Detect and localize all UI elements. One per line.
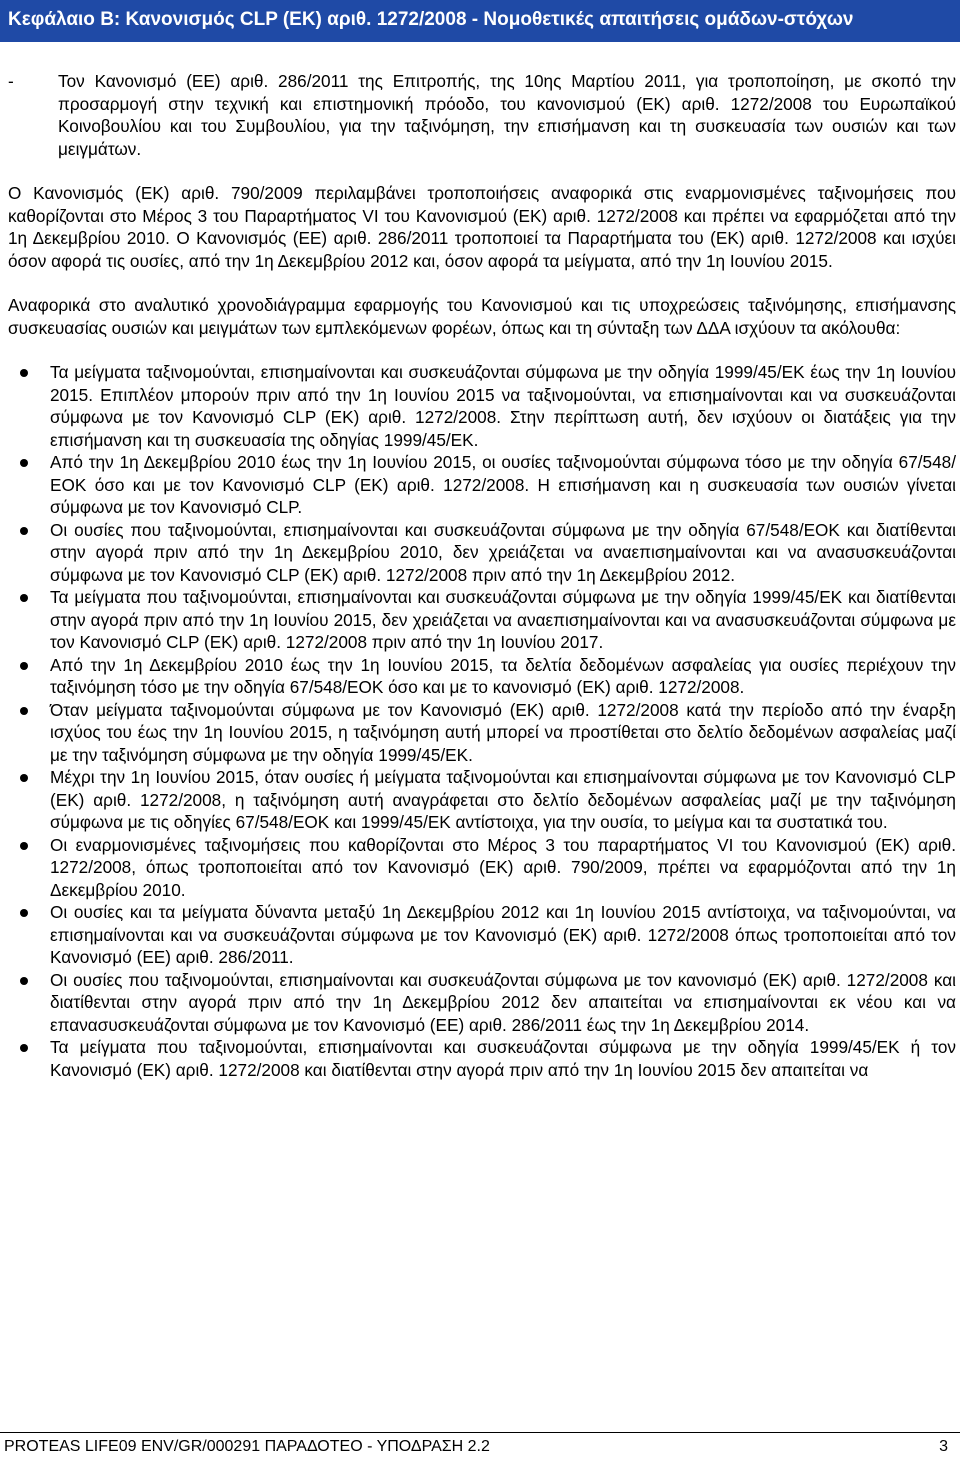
footer-project-id: PROTEAS LIFE09 ENV/GR/000291 ΠΑΡΑΔΟΤΕΟ - ΥΠΟΔΡΑΣΗ 2.2 [4,1438,490,1455]
bullet-dot-icon [20,1044,28,1052]
bullet-dot-icon [20,842,28,850]
bullet-item [8,654,956,699]
bullet-text: Οι ουσίες που ταξινομούνται, επισημαίνονται και συσκευάζονται σύμφωνα με την οδηγία 67/548/ΕΟΚ και διατίθενται στην αγορά πριν από την 1η Δεκεμβρίου 2010, δεν χρειάζεται να αναεπισημαίνονται και να ανασυσκευάζονται σύμφωνα με τον Κανονισμό CLP (ΕΚ) αριθ. 1272/2008 πριν από την 1η Δεκεμβρίου 2012. [50,519,956,585]
paragraph: Αναφορικά στο αναλυτικό χρονοδιάγραμμα εφαρμογής του Κανονισμού και τις υποχρεώσεις ταξινόμησης, επισήμανσης συσκευασίας ουσιών και μειγμάτων των εμπλεκόμενων φορέων, όπως και τη σύνταξη των ΔΔΑ ισχύουν τα ακόλουθα: [8,295,956,338]
bullet-item [8,699,956,767]
chapter-header-bar [0,0,960,42]
bullet-dot-icon [20,774,28,782]
bullet-dot-icon [20,594,28,602]
bullet-dot-icon [20,909,28,917]
bullet-item [8,766,956,834]
bullet-item [8,969,956,1037]
bullet-item [8,519,956,587]
dash-item-text: Τον Κανονισμό (ΕΕ) αριθ. 286/2011 της Επιτροπής, της 10ης Μαρτίου 2011, για τροποποίηση, με σκοπό την προσαρμογή στην τεχνική και επιστημονική πρόοδο, του κανονισμού (ΕΚ) αριθ. 1272/2008 του Ευρωπαϊκού Κοινοβουλίου και του Συμβουλίου, για την ταξινόμηση, την επισήμανση και τη συσκευασία των ουσιών και των μειγμάτων. [58,71,956,159]
bullet-text: Οι εναρμονισμένες ταξινομήσεις που καθορίζονται στο Μέρος 3 του παραρτήματος VI του Κανονισμού (ΕΚ) αριθ. 1272/2008, όπως τροποποιείται από τον Κανονισμό (ΕΚ) αριθ. 790/2009, πρέπει να εφαρμόζονται από την 1η Δεκεμβρίου 2010. [50,834,956,900]
bullet-text: Οι ουσίες που ταξινομούνται, επισημαίνονται και συσκευάζονται σύμφωνα με τον κανονισμό (ΕΚ) αριθ. 1272/2008 και διατίθενται στην αγορά πριν από την 1η Δεκεμβρίου 2012 δεν απαιτείται να επισημαίνονται εκ νέου και να επανασυσκευάζονται σύμφωνα με τον Κανονισμό (ΕΕ) αριθ. 286/2011 έως την 1η Δεκεμβρίου 2014. [50,969,956,1035]
bullet-text: Τα μείγματα ταξινομούνται, επισημαίνονται και συσκευάζονται σύμφωνα με την οδηγία 1999/45/ΕΚ έως την 1η Ιουνίου 2015. Επιπλέον μπορούν πριν από την 1η Ιουνίου 2015 να ταξινομούνται, να επισημαίνονται και να συσκευάζονται σύμφωνα με τον Κανονισμό CLP (ΕΚ) αριθ. 1272/2008. Στην περίπτωση αυτή, δεν ισχύουν οι διατάξεις για την επισήμανση και τη συσκευασία της οδηγίας 1999/45/ΕΚ. [50,362,956,450]
footer-divider [0,1432,960,1433]
bullet-item [8,1036,956,1081]
bullet-dot-icon [20,707,28,715]
bullet-text: Οι ουσίες και τα μείγματα δύναντα μεταξύ 1η Δεκεμβρίου 2012 και 1η Ιουνίου 2015 αντίστοιχα, να ταξινομούνται, να επισημαίνονται και να συσκευάζονται σύμφωνα με τον Κανονισμό (ΕΚ) αριθ. 1272/2008 όπως τροποποιείται από τον Κανονισμό (ΕΕ) αριθ. 286/2011. [50,902,956,967]
chapter-title: Κεφάλαιο Β: Κανονισμός CLP (ΕΚ) αριθ. 1272/2008 - Νομοθετικές απαιτήσεις ομάδων-στόχων [8,9,854,30]
bullet-text: Όταν μείγματα ταξινομούνται σύμφωνα με τον Κανονισμό (ΕΚ) αριθ. 1272/2008 κατά την περίοδο από την έναρξη ισχύος του έως την 1η Ιουνίου 2015, η ταξινόμηση αυτή μπορεί να προστίθεται στο δελτίο δεδομένων ασφαλείας μαζί με την ταξινόμηση σύμφωνα με την οδηγία 1999/45/ΕΚ. [50,699,956,765]
bullet-text: Τα μείγματα που ταξινομούνται, επισημαίνονται και συσκευάζονται σύμφωνα με την οδηγία 1999/45/ΕΚ ή τον Κανονισμό (ΕΚ) αριθ. 1272/2008 και διατίθενται στην αγορά πριν από την 1η Ιουνίου 2015 δεν απαιτείται να [50,1037,956,1080]
bullet-text: Από την 1η Δεκεμβρίου 2010 έως την 1η Ιουνίου 2015, οι ουσίες ταξινομούνται σύμφωνα τόσο με την οδηγία 67/548/ΕΟΚ όσο και με τον Κανονισμό CLP (ΕΚ) αριθ. 1272/2008. Η επισήμανση και η συσκευασία των ουσιών γίνεται σύμφωνα με τον Κανονισμό CLP. [50,452,956,517]
bullet-dot-icon [20,369,28,377]
bullet-item [8,901,956,969]
dash-marker: - [8,71,14,91]
bullet-text: Τα μείγματα που ταξινομούνται, επισημαίνονται και συσκευάζονται σύμφωνα με την οδηγία 1999/45/ΕΚ και διατίθενται στην αγορά πριν από την 1η Ιουνίου 2015, δεν χρειάζεται να αναεπισημαίνονται και να ανασυσκευάζονται σύμφωνα με τον Κανονισμό CLP (ΕΚ) αριθ. 1272/2008 πριν από την 1η Ιουνίου 2017. [50,587,956,652]
bullet-list [8,361,956,1081]
document-body [8,70,956,1081]
bullet-item [8,451,956,519]
bullet-dot-icon [20,977,28,985]
bullet-dot-icon [20,527,28,535]
bullet-item [8,361,956,451]
bullet-item [8,834,956,902]
bullet-item [8,586,956,654]
bullet-text: Από την 1η Δεκεμβρίου 2010 έως την 1η Ιουνίου 2015, τα δελτία δεδομένων ασφαλείας για ουσίες περιέχουν την ταξινόμηση τόσο με την οδηγία 67/548/ΕΟΚ όσο και με το κανονισμό (ΕΚ) αριθ. 1272/2008. [50,654,956,697]
bullet-text: Μέχρι την 1η Ιουνίου 2015, όταν ουσίες ή μείγματα ταξινομούνται και επισημαίνονται σύμφωνα με τον Κανονισμό CLP (ΕΚ) αριθ. 1272/2008, η ταξινόμηση αυτή αναγράφεται στο δελτίο δεδομένων ασφαλείας μαζί με την ταξινόμηση σύμφωνα με τις οδηγίες 67/548/ΕΟΚ και 1999/45/ΕΚ αντίστοιχα, για την ουσία, το μείγμα και τα συστατικά του. [50,767,956,832]
page-number: 3 [939,1438,948,1455]
bullet-dot-icon [20,662,28,670]
dash-list-item [8,70,956,160]
paragraph: Ο Κανονισμός (ΕΚ) αριθ. 790/2009 περιλαμβάνει τροποποιήσεις αναφορικά στις εναρμονισμένες ταξινομήσεις που καθορίζονται στο Μέρος 3 του Παραρτήματος VI του Κανονισμού (ΕΚ) αριθ. 1272/2008 και πρέπει να εφαρμόζεται από την 1η Δεκεμβρίου 2010. Ο Κανονισμός (ΕΕ) αριθ. 286/2011 τροποποιεί τα Παραρτήματα του (ΕΚ) αριθ. 1272/2008 και ισχύει όσον αφορά τις ουσίες, από την 1η Δεκεμβρίου 2012 και, όσον αφορά τα μείγματα, από την 1η Ιουνίου 2015. [8,183,956,271]
bullet-dot-icon [20,459,28,467]
